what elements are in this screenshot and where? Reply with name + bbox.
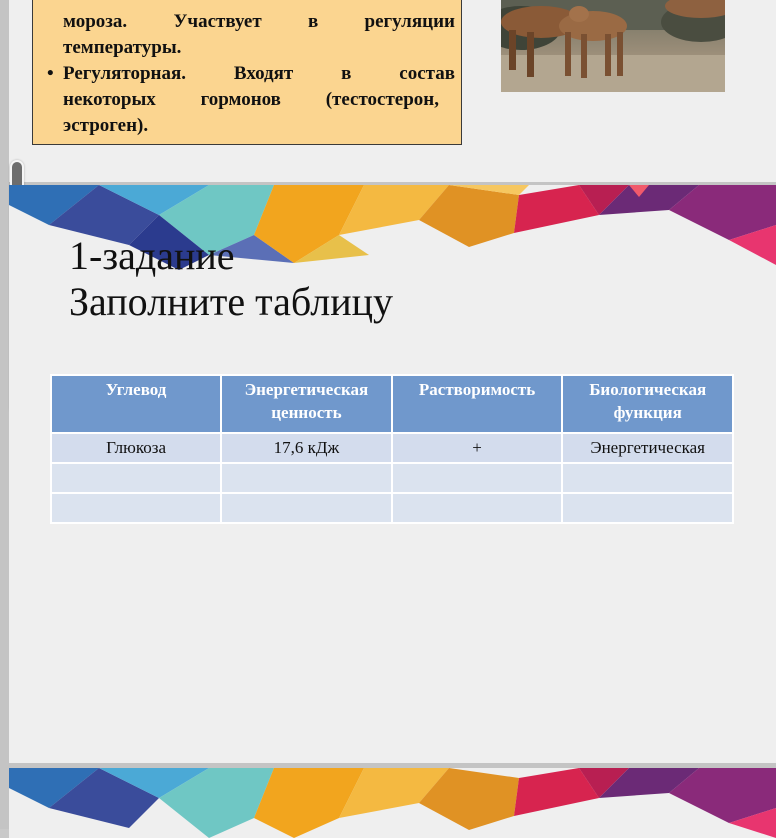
header-carbohydrate: Углевод: [52, 376, 220, 432]
table-cell[interactable]: [563, 494, 732, 522]
next-slide-banner-decoration: [9, 768, 776, 838]
header-energy-value: Энергетическая ценность: [222, 376, 391, 432]
camel-illustration: [501, 0, 725, 92]
previous-slide[interactable]: [9, 0, 776, 182]
table-cell[interactable]: [222, 464, 391, 492]
carbohydrate-table: [50, 374, 734, 524]
table-cell[interactable]: Глюкоза: [52, 434, 220, 462]
note-line-5: эстроген).: [63, 115, 149, 136]
camel-photo: [501, 0, 725, 92]
table-cell[interactable]: [222, 494, 391, 522]
table-cell[interactable]: [393, 464, 562, 492]
next-slide[interactable]: [9, 768, 776, 838]
bullet-icon: •: [47, 63, 54, 84]
table-row: [52, 434, 732, 462]
header-biological-function: Биологическая функция: [563, 376, 732, 432]
table-header-row: [52, 376, 732, 432]
table-row: [52, 464, 732, 492]
table-cell[interactable]: +: [393, 434, 562, 462]
header-solubility: Растворимость: [393, 376, 562, 432]
table-cell[interactable]: [563, 464, 732, 492]
table-cell[interactable]: 17,6 кДж: [222, 434, 391, 462]
table-cell[interactable]: Энергетическая: [563, 434, 732, 462]
note-line-4: некоторых гормонов (тестостерон,: [63, 89, 439, 110]
table-cell[interactable]: [52, 494, 220, 522]
current-slide[interactable]: [9, 185, 776, 763]
table-row: [52, 494, 732, 522]
note-line-1: мороза. Участвует в регуляции: [63, 11, 455, 32]
title-line-task: 1-задание: [69, 233, 235, 278]
note-box: [32, 0, 462, 145]
table-cell[interactable]: [393, 494, 562, 522]
note-line-3: • Регуляторная. Входят в состав: [63, 61, 455, 87]
table-cell[interactable]: [52, 464, 220, 492]
slide-title: [69, 233, 393, 325]
title-line-instruction: Заполните таблицу: [69, 279, 394, 324]
note-line-2: температуры.: [63, 37, 182, 58]
